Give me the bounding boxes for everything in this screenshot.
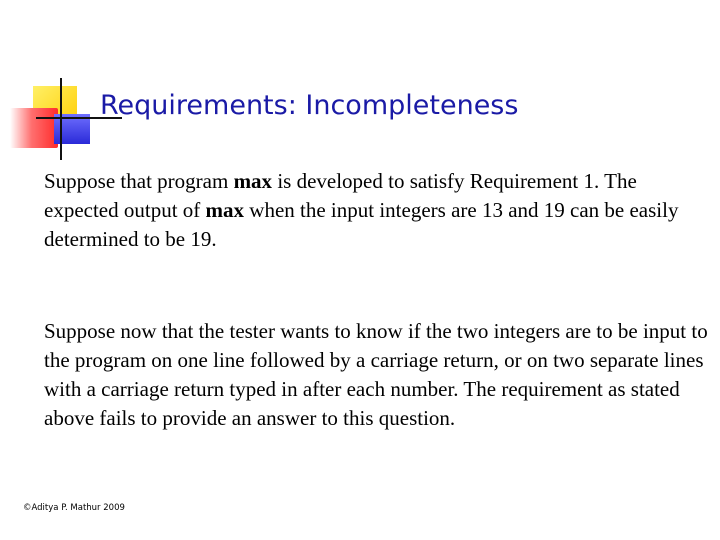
decorative-logo-icon — [0, 0, 110, 170]
vertical-line-shape — [60, 78, 62, 160]
max-keyword: max — [205, 198, 245, 222]
red-square-shape — [10, 108, 58, 148]
paragraph-tester-question: Suppose now that the tester wants to know if the two integers are to be input to the program on one line followed by a carriage return, or on two separate lines with a carriage return typed in after each number. The requirement as stated above fails to provide an answer to this question. — [44, 319, 708, 430]
copyright-footer: ©Aditya P. Mathur 2009 — [23, 503, 125, 513]
paragraph1-text-a: Suppose that program — [44, 169, 234, 193]
max-keyword: max — [233, 169, 273, 193]
paragraph-requirement — [44, 167, 704, 254]
paragraph1-text-c: when the input integers are 13 and 19 can be easily determined to be 19. — [44, 198, 679, 251]
paragraph1-text-b: is developed to satisfy Requirement 1. The expected output of — [44, 169, 637, 222]
slide-title: Requirements: Incompleteness — [100, 90, 519, 121]
